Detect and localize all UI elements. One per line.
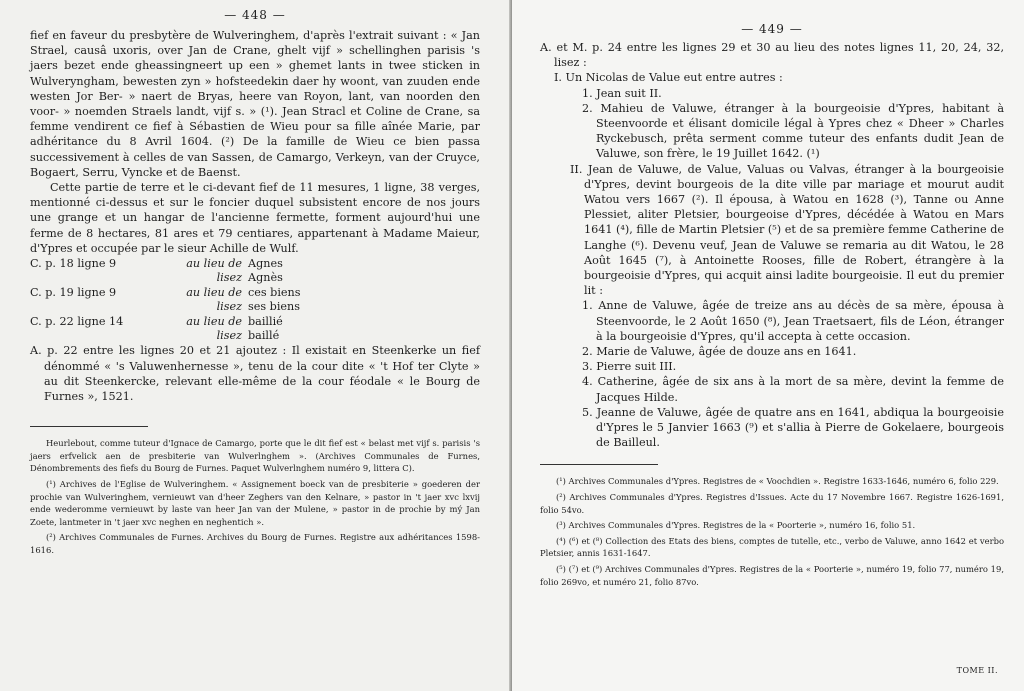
correction-new: baillé xyxy=(248,329,280,343)
footnote-1-left: (¹) Archives de l'Eglise de Wulveringhem. « Assignement boeck van de presbiterie » goederen der prochie van Wulveringhem, vernieuwt van d'heer Zeghers van den Kelnare, » pastor in 't jaer xvc lxvij ende wederomme vernieuwt by laste van heer Jan van der Mulene, » pastor in de prochie by mý Jan Zoete, lantmeter in 't jaer xvc neghen en neghentich ». xyxy=(30,479,480,527)
correction-old: ces biens xyxy=(248,285,301,299)
genealogy-item-II-4: 4. Catherine, âgée de six ans à la mort de sa mère, devint la femme de Jacques Hilde. xyxy=(582,375,1004,404)
footnote-rule-right xyxy=(540,464,658,465)
genealogy-item-II: II. Jean de Valuwe, de Value, Valuas ou Valvas, étranger à la bourgeoisie d'Ypres, devint bourgeois de la dite ville par mariage et mourut audit Watou vers 1667 (²). Il épousa, à Watou en 1628 (³), Tanne ou Anne Plessiet, aliter Pletsier, bourgeoise d'Ypres, décédée à Watou en Mars 1641 (⁴), fille de Martin Pletsier (⁵) et de sa première femme Catherine de Langhe (⁶). Devenu veuf, Jean de Valuwe se remaria au dit Watou, le 28 Août 1645 (⁷), à Antoinette Rooses, fille de Robert, étrangère à la bourgeoisie d'Ypres, qui acquit ainsi ladite bourgeoisie. Il eut du premier lit : xyxy=(570,162,1004,298)
footnote-4-6-8-right: (⁴) (⁶) et (⁸) Collection des Etats des biens, comptes de tutelle, etc., verbo de Valuwe, anno 1642 et verbo Pletsier, annis 1631-1647. xyxy=(540,535,1004,559)
correction-old: Agnes xyxy=(248,257,283,271)
right-page xyxy=(512,0,1024,691)
correction-new: Agnès xyxy=(248,271,283,285)
footnote-rule-left xyxy=(30,426,148,427)
correction-row xyxy=(30,315,480,329)
correction-row xyxy=(30,329,480,343)
correction-new: ses biens xyxy=(248,300,300,314)
correction-row xyxy=(30,271,480,285)
footnote-continued: Heurlebout, comme tuteur d'Ignace de Camargo, porte que le dit fief est « belast met vijf s. parisis 's jaers erfvelick aen de presbiterie van Wulverlnghem ». (Archives Communales de Furnes, Dénombrements des fiefs du Bourg de Furnes. Paquet Wulverlnghem numéro 9, littera C). xyxy=(30,438,480,474)
page-number-right: — 449 — xyxy=(741,22,803,36)
correction-keyword: au lieu de xyxy=(186,285,242,299)
correction-row xyxy=(30,286,480,300)
tome-label: TOME II. xyxy=(956,666,998,675)
genealogy-item-I: I. Un Nicolas de Value eut entre autres : xyxy=(554,71,783,85)
genealogy-item-I-1: 1. Jean suit II. xyxy=(582,86,662,100)
corrections-table xyxy=(30,257,480,343)
genealogy-item-II-3: 3. Pierre suit III. xyxy=(582,360,677,374)
footnote-2-left: (²) Archives Communales de Furnes. Archives du Bourg de Furnes. Registre aux adhéritances 1598-1616. xyxy=(30,532,480,556)
footnote-2-right: (²) Archives Communales d'Ypres. Registres d'Issues. Acte du 17 Novembre 1667. Registre 1626-1691, folio 54vo. xyxy=(540,492,1004,515)
left-paragraph-2: Cette partie de terre et le ci-devant fief de 11 mesures, 1 ligne, 38 verges, mentionné ci-dessus et sur le foncier duquel subsistent encore de nos jours une grange et un hangar de l'ancienne fermette, forment aujourd'hui une ferme de 8 hectares, 81 ares et 79 centiares, appartenant à Madame Maieur, d'Ypres et occupée par le sieur Achille de Wulf. xyxy=(30,181,480,255)
footnote-3-right: (³) Archives Communales d'Ypres. Registres de la « Poorterie », numéro 16, folio 51. xyxy=(556,520,916,531)
footnote-5-7-9-right: (⁵) (⁷) et (⁹) Archives Communales d'Ypres. Registres de la « Poorterie », numéro 19, folio 77, numéro 19, folio 269vo, et numéro 21, folio 87vo. xyxy=(540,564,1004,587)
page-number-left: — 448 — xyxy=(224,8,286,22)
correction-row xyxy=(30,300,480,314)
correction-keyword: au lieu de xyxy=(186,257,242,271)
genealogy-item-II-5: 5. Jeanne de Valuwe, âgée de quatre ans en 1641, abdiqua la bourgeoisie d'Ypres le 5 Janvier 1663 (⁹) et s'allia à Pierre de Gokelaere, bourgeois de Bailleul. xyxy=(582,405,1004,450)
correction-keyword: lisez xyxy=(216,271,242,285)
correction-ref: C. p. 18 ligne 9 xyxy=(30,257,117,271)
correction-ref: C. p. 19 ligne 9 xyxy=(30,285,117,299)
correction-old: baillié xyxy=(248,314,283,328)
footnote-1-right: (¹) Archives Communales d'Ypres. Registres de « Voochdien ». Registre 1633-1646, numéro 6, folio 229. xyxy=(556,476,999,487)
genealogy-item-II-1: 1. Anne de Valuwe, âgée de treize ans au décès de sa mère, épousa à Steenvoorde, le 2 Août 1650 (⁸), Jean Traetsaert, fils de Léon, étranger à la bourgeoisie d'Ypres, qu'il accepta à cette occasion. xyxy=(582,299,1004,343)
addition-paragraph: A. p. 22 entre les lignes 20 et 21 ajoutez : Il existait en Steenkerke un fief dénommé « 's Valuwenhernesse », tenu de la cour dite « 't Hof ter Clyte » au dit Steenkercke, relevant elle-même de la cour féodale « le Bourg de Furnes », 1521. xyxy=(30,344,480,404)
correction-keyword: au lieu de xyxy=(186,314,242,328)
correction-keyword: lisez xyxy=(216,300,242,314)
correction-keyword: lisez xyxy=(216,329,242,343)
genealogy-item-II-2: 2. Marie de Valuwe, âgée de douze ans en 1641. xyxy=(582,345,857,359)
left-paragraph-1: fief en faveur du presbytère de Wulveringhem, d'après l'extrait suivant : « Jan Strael, causâ uxoris, over Jan de Crane, ghelt vijf » schellinghen parisis 's jaers bezet ende gheassingneert up een » ghemet lants in twee sticken in Wulveryngham, bewesten zyn » hofsteedekin daer hy woont, van zuuden ende westen Jor Ber- » naert de Bryas, heere van Royon, lant, van noorden den voor- » noemden Straels landt, vijf s. » (¹). Jean Stracl et Coline de Crane, sa femme vendirent ce fief à Sébastien de Wieu pour sa fille aînée Marie, par adhéritance du 8 Avril 1604. (²) De la famille de Wieu ce bien passa successivement à celles de van Sassen, de Camargo, Verkeyn, van der Cruyce, Bogaert, Serru, Vyncke et de Baenst. xyxy=(30,29,480,179)
correction-ref: C. p. 22 ligne 14 xyxy=(30,314,124,328)
genealogy-item-I-2: 2. Mahieu de Valuwe, étranger à la bourgeoisie d'Ypres, habitant à Steenvoorde et élisant domicile légal à Ypres chez « Dheer » Charles Ryckebusch, prêta serment comme tuteur des enfants dudit Jean de Valuwe, son frère, le 19 Juillet 1642. (¹) xyxy=(582,101,1004,161)
right-intro: A. et M. p. 24 entre les lignes 29 et 30 au lieu des notes lignes 11, 20, 24, 32, lisez : xyxy=(540,41,1004,70)
correction-row xyxy=(30,257,480,271)
